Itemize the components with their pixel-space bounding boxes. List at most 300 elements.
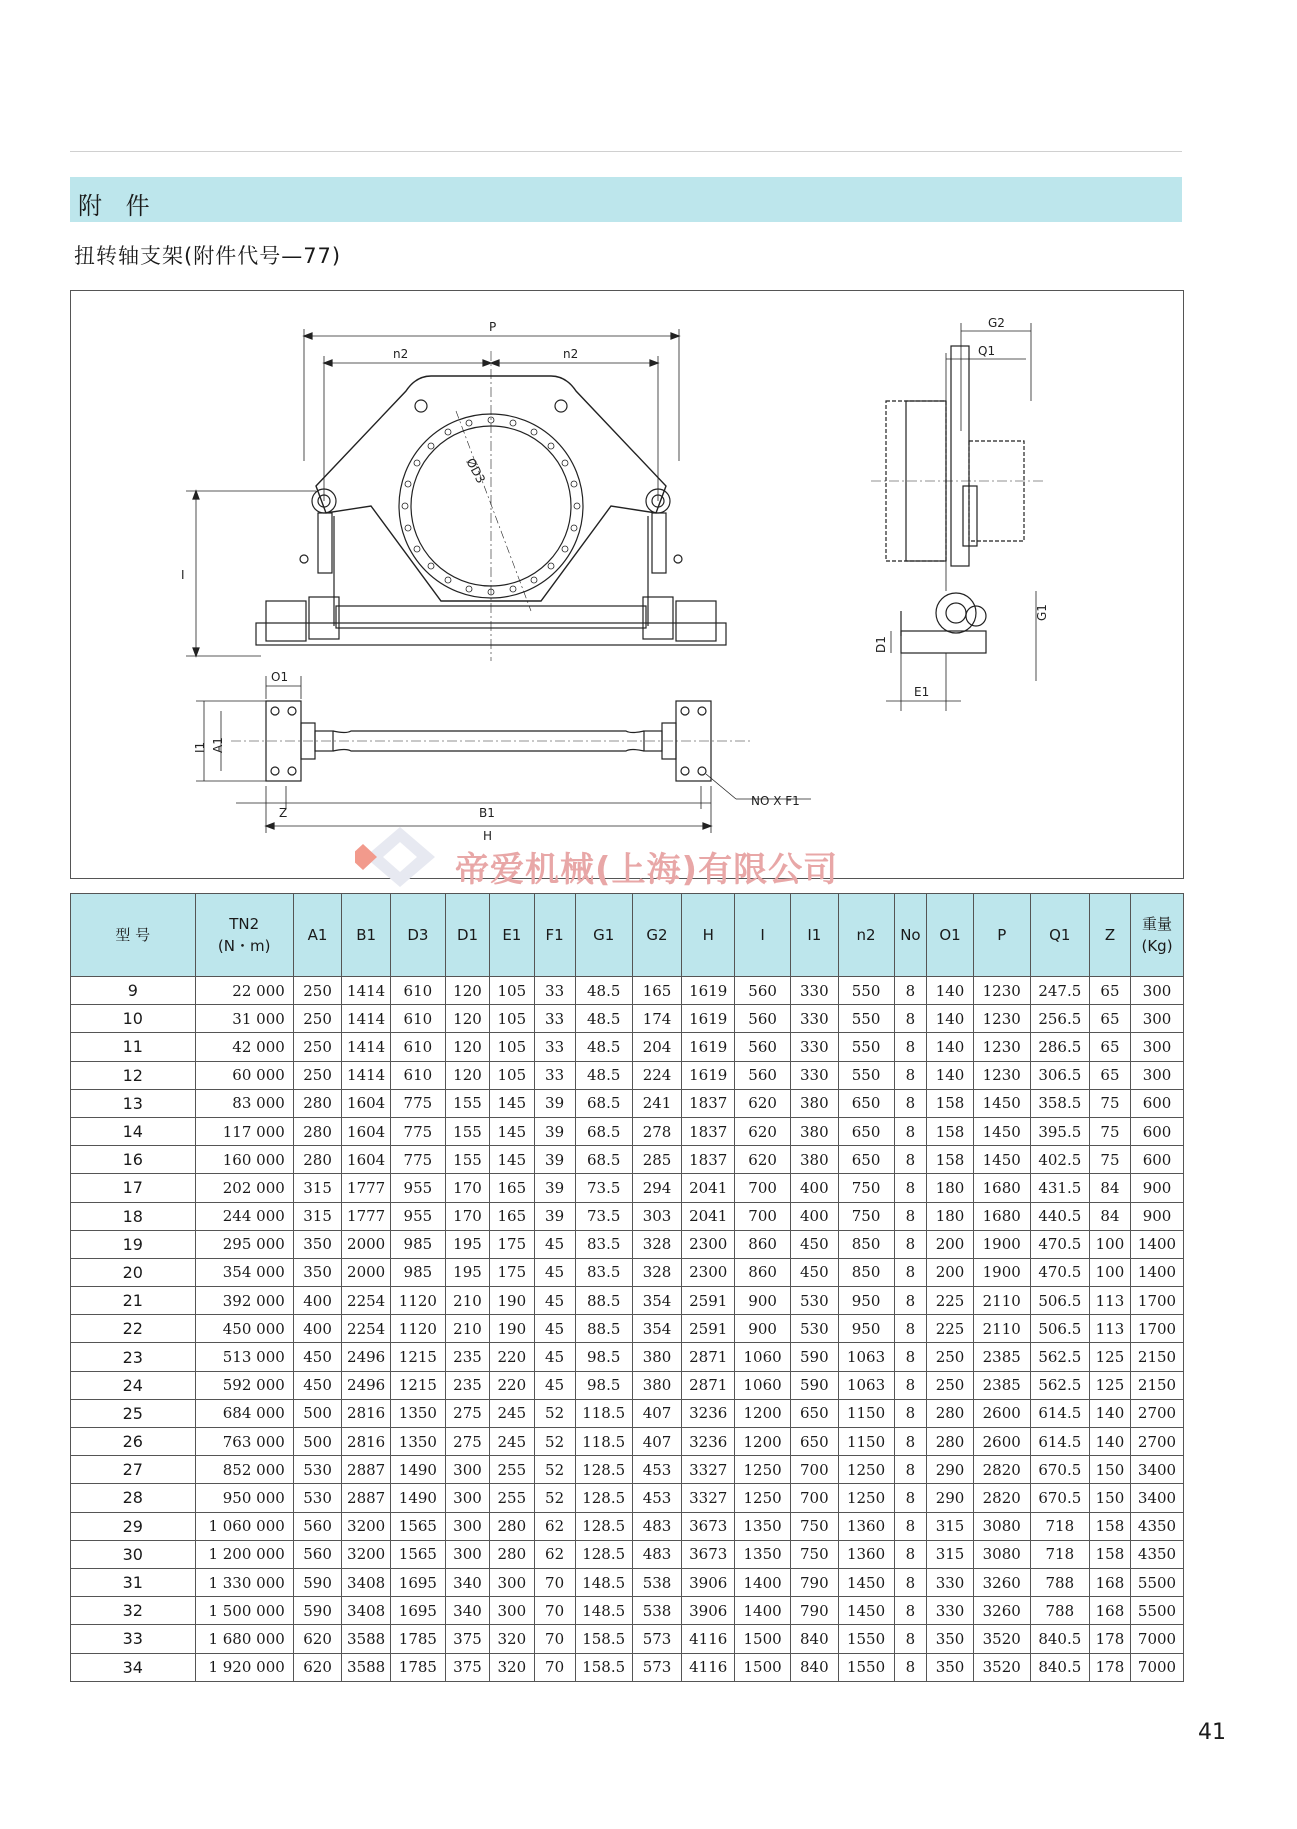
value-cell: 1450 [838, 1568, 894, 1596]
value-cell: 73.5 [575, 1202, 632, 1230]
value-cell: 610 [390, 1061, 445, 1089]
value-cell: 65 [1089, 977, 1130, 1005]
value-cell: 600 [1131, 1089, 1184, 1117]
value-cell: 1215 [390, 1371, 445, 1399]
value-cell: 278 [632, 1117, 682, 1145]
value-cell: 1360 [838, 1540, 894, 1568]
value-cell: 150 [1089, 1484, 1130, 1512]
value-cell: 1777 [342, 1202, 391, 1230]
value-cell: 3327 [682, 1456, 735, 1484]
value-cell: 3520 [973, 1625, 1030, 1653]
value-cell: 84 [1089, 1174, 1130, 1202]
value-cell: 255 [490, 1484, 534, 1512]
value-cell: 140 [927, 1061, 973, 1089]
value-cell: 790 [791, 1597, 839, 1625]
value-cell: 190 [490, 1287, 534, 1315]
table-row [71, 1399, 1184, 1427]
value-cell: 150 [1089, 1456, 1130, 1484]
value-cell: 1450 [838, 1597, 894, 1625]
value-cell: 2816 [342, 1428, 391, 1456]
value-cell: 900 [1131, 1174, 1184, 1202]
value-cell: 241 [632, 1089, 682, 1117]
value-cell: 245 [490, 1428, 534, 1456]
value-cell: 550 [838, 1005, 894, 1033]
value-cell: 375 [445, 1653, 489, 1681]
label-G2: G2 [988, 316, 1005, 330]
value-cell: 1414 [342, 977, 391, 1005]
value-cell: 3080 [973, 1512, 1030, 1540]
value-cell: 3673 [682, 1540, 735, 1568]
value-cell: 392 000 [195, 1287, 293, 1315]
value-cell: 140 [1089, 1399, 1130, 1427]
header-cell [575, 894, 632, 977]
label-G1: G1 [1035, 604, 1049, 621]
value-cell: 330 [791, 1005, 839, 1033]
value-cell: 330 [791, 1033, 839, 1061]
value-cell: 400 [293, 1315, 342, 1343]
watermark-text: 帝爱机械(上海)有限公司 [455, 850, 839, 890]
value-cell: 750 [791, 1540, 839, 1568]
model-cell: 12 [71, 1061, 196, 1089]
value-cell: 1400 [735, 1597, 791, 1625]
value-cell: 65 [1089, 1033, 1130, 1061]
value-cell: 2385 [973, 1343, 1030, 1371]
value-cell: 168 [1089, 1597, 1130, 1625]
value-cell: 200 [927, 1230, 973, 1258]
header-cell [293, 894, 342, 977]
value-cell: 453 [632, 1484, 682, 1512]
value-cell: 120 [445, 977, 489, 1005]
value-cell: 33 [534, 1005, 575, 1033]
header-unit: (N・m) [217, 937, 271, 955]
value-cell: 83 000 [195, 1089, 293, 1117]
value-cell: 8 [894, 1399, 927, 1427]
value-cell: 280 [927, 1428, 973, 1456]
header-label: D3 [407, 926, 429, 944]
value-cell: 300 [445, 1540, 489, 1568]
value-cell: 1500 [735, 1653, 791, 1681]
value-cell: 48.5 [575, 977, 632, 1005]
value-cell: 210 [445, 1315, 489, 1343]
value-cell: 3906 [682, 1568, 735, 1596]
value-cell: 158 [1089, 1512, 1130, 1540]
table-row [71, 1230, 1184, 1258]
spec-table-wrap [70, 893, 1184, 1682]
watermark-logo [355, 822, 445, 892]
value-cell: 506.5 [1030, 1315, 1089, 1343]
value-cell: 950 [838, 1287, 894, 1315]
value-cell: 614.5 [1030, 1428, 1089, 1456]
model-cell: 28 [71, 1484, 196, 1512]
value-cell: 158 [927, 1117, 973, 1145]
value-cell: 8 [894, 1315, 927, 1343]
table-row [71, 1540, 1184, 1568]
header-cell [445, 894, 489, 977]
value-cell: 75 [1089, 1146, 1130, 1174]
value-cell: 315 [293, 1174, 342, 1202]
table-row [71, 1005, 1184, 1033]
model-cell: 32 [71, 1597, 196, 1625]
value-cell: 3906 [682, 1597, 735, 1625]
value-cell: 1230 [973, 1005, 1030, 1033]
value-cell: 294 [632, 1174, 682, 1202]
value-cell: 3400 [1131, 1456, 1184, 1484]
label-E1: E1 [914, 685, 930, 699]
table-row [71, 1653, 1184, 1681]
value-cell: 860 [735, 1258, 791, 1286]
value-cell: 22 000 [195, 977, 293, 1005]
value-cell: 1550 [838, 1625, 894, 1653]
header-cell [682, 894, 735, 977]
value-cell: 175 [490, 1230, 534, 1258]
value-cell: 8 [894, 1371, 927, 1399]
value-cell: 900 [735, 1315, 791, 1343]
value-cell: 145 [490, 1089, 534, 1117]
header-label: Q1 [1049, 926, 1071, 944]
value-cell: 7000 [1131, 1653, 1184, 1681]
value-cell: 2254 [342, 1315, 391, 1343]
value-cell: 68.5 [575, 1146, 632, 1174]
header-label: G2 [646, 926, 668, 944]
value-cell: 175 [490, 1258, 534, 1286]
value-cell: 350 [293, 1258, 342, 1286]
header-label: n2 [856, 926, 876, 944]
value-cell: 350 [927, 1625, 973, 1653]
label-n2-left: n2 [393, 347, 409, 361]
value-cell: 620 [735, 1089, 791, 1117]
value-cell: 483 [632, 1512, 682, 1540]
value-cell: 280 [490, 1540, 534, 1568]
value-cell: 650 [791, 1399, 839, 1427]
value-cell: 1619 [682, 977, 735, 1005]
value-cell: 1900 [973, 1258, 1030, 1286]
value-cell: 39 [534, 1117, 575, 1145]
value-cell: 48.5 [575, 1033, 632, 1061]
value-cell: 128.5 [575, 1484, 632, 1512]
value-cell: 1450 [973, 1146, 1030, 1174]
value-cell: 1680 [973, 1174, 1030, 1202]
value-cell: 256.5 [1030, 1005, 1089, 1033]
model-cell: 21 [71, 1287, 196, 1315]
value-cell: 1785 [390, 1625, 445, 1653]
value-cell: 600 [1131, 1146, 1184, 1174]
value-cell: 2041 [682, 1202, 735, 1230]
value-cell: 328 [632, 1258, 682, 1286]
header-unit: (Kg) [1141, 937, 1173, 955]
value-cell: 530 [791, 1315, 839, 1343]
value-cell: 158 [1089, 1540, 1130, 1568]
value-cell: 235 [445, 1371, 489, 1399]
header-label: Z [1104, 926, 1116, 944]
value-cell: 402.5 [1030, 1146, 1089, 1174]
value-cell: 1490 [390, 1484, 445, 1512]
value-cell: 1350 [735, 1512, 791, 1540]
model-cell: 34 [71, 1653, 196, 1681]
value-cell: 550 [838, 1033, 894, 1061]
value-cell: 400 [791, 1174, 839, 1202]
value-cell: 358.5 [1030, 1089, 1089, 1117]
value-cell: 180 [927, 1202, 973, 1230]
value-cell: 2110 [973, 1287, 1030, 1315]
value-cell: 763 000 [195, 1428, 293, 1456]
value-cell: 2816 [342, 1399, 391, 1427]
value-cell: 550 [838, 977, 894, 1005]
model-cell: 24 [71, 1371, 196, 1399]
value-cell: 1 680 000 [195, 1625, 293, 1653]
value-cell: 1837 [682, 1146, 735, 1174]
value-cell: 850 [838, 1258, 894, 1286]
table-row [71, 1343, 1184, 1371]
value-cell: 2496 [342, 1371, 391, 1399]
value-cell: 5500 [1131, 1568, 1184, 1596]
value-cell: 900 [735, 1287, 791, 1315]
value-cell: 3400 [1131, 1484, 1184, 1512]
value-cell: 840.5 [1030, 1653, 1089, 1681]
table-row [71, 1202, 1184, 1230]
value-cell: 73.5 [575, 1174, 632, 1202]
value-cell: 275 [445, 1399, 489, 1427]
value-cell: 2150 [1131, 1343, 1184, 1371]
value-cell: 165 [632, 977, 682, 1005]
value-cell: 70 [534, 1625, 575, 1653]
value-cell: 453 [632, 1456, 682, 1484]
value-cell: 8 [894, 1428, 927, 1456]
header-label: A1 [307, 926, 328, 944]
value-cell: 280 [293, 1117, 342, 1145]
value-cell: 62 [534, 1512, 575, 1540]
header-label: B1 [356, 926, 377, 944]
value-cell: 300 [1131, 1005, 1184, 1033]
value-cell: 620 [293, 1625, 342, 1653]
value-cell: 1400 [1131, 1230, 1184, 1258]
value-cell: 350 [293, 1230, 342, 1258]
value-cell: 1500 [735, 1625, 791, 1653]
value-cell: 170 [445, 1202, 489, 1230]
value-cell: 65 [1089, 1061, 1130, 1089]
value-cell: 590 [791, 1343, 839, 1371]
value-cell: 1604 [342, 1089, 391, 1117]
value-cell: 245 [490, 1399, 534, 1427]
value-cell: 75 [1089, 1089, 1130, 1117]
value-cell: 354 [632, 1315, 682, 1343]
value-cell: 1150 [838, 1428, 894, 1456]
value-cell: 788 [1030, 1597, 1089, 1625]
value-cell: 1695 [390, 1597, 445, 1625]
value-cell: 8 [894, 1484, 927, 1512]
header-label: P [997, 926, 1007, 944]
value-cell: 168 [1089, 1568, 1130, 1596]
model-cell: 29 [71, 1512, 196, 1540]
value-cell: 300 [490, 1597, 534, 1625]
value-cell: 300 [1131, 977, 1184, 1005]
value-cell: 1450 [973, 1089, 1030, 1117]
value-cell: 1680 [973, 1202, 1030, 1230]
value-cell: 3236 [682, 1428, 735, 1456]
model-cell: 11 [71, 1033, 196, 1061]
table-row [71, 1484, 1184, 1512]
value-cell: 285 [632, 1146, 682, 1174]
value-cell: 750 [838, 1174, 894, 1202]
value-cell: 8 [894, 1202, 927, 1230]
value-cell: 290 [927, 1484, 973, 1512]
value-cell: 8 [894, 1005, 927, 1033]
value-cell: 3588 [342, 1625, 391, 1653]
value-cell: 620 [735, 1146, 791, 1174]
value-cell: 60 000 [195, 1061, 293, 1089]
header-cell [390, 894, 445, 977]
value-cell: 2591 [682, 1287, 735, 1315]
value-cell: 395.5 [1030, 1117, 1089, 1145]
header-label: H [702, 926, 714, 944]
value-cell: 750 [838, 1202, 894, 1230]
front-view [181, 320, 726, 661]
value-cell: 985 [390, 1230, 445, 1258]
value-cell: 3200 [342, 1540, 391, 1568]
value-cell: 700 [791, 1484, 839, 1512]
value-cell: 1619 [682, 1005, 735, 1033]
value-cell: 174 [632, 1005, 682, 1033]
value-cell: 39 [534, 1202, 575, 1230]
drawing-svg [71, 291, 1182, 877]
value-cell: 1230 [973, 1033, 1030, 1061]
value-cell: 610 [390, 1033, 445, 1061]
value-cell: 600 [1131, 1117, 1184, 1145]
value-cell: 560 [293, 1540, 342, 1568]
value-cell: 8 [894, 1343, 927, 1371]
value-cell: 113 [1089, 1287, 1130, 1315]
value-cell: 128.5 [575, 1512, 632, 1540]
value-cell: 620 [293, 1653, 342, 1681]
model-cell: 33 [71, 1625, 196, 1653]
model-cell: 20 [71, 1258, 196, 1286]
value-cell: 148.5 [575, 1597, 632, 1625]
value-cell: 250 [927, 1343, 973, 1371]
value-cell: 118.5 [575, 1428, 632, 1456]
value-cell: 350 [927, 1653, 973, 1681]
value-cell: 8 [894, 1512, 927, 1540]
value-cell: 2887 [342, 1456, 391, 1484]
label-B1: B1 [479, 806, 495, 820]
value-cell: 380 [791, 1089, 839, 1117]
value-cell: 195 [445, 1230, 489, 1258]
value-cell: 550 [838, 1061, 894, 1089]
value-cell: 1230 [973, 977, 1030, 1005]
value-cell: 8 [894, 1258, 927, 1286]
header-label: F1 [545, 926, 564, 944]
value-cell: 250 [293, 1033, 342, 1061]
value-cell: 1604 [342, 1117, 391, 1145]
table-row [71, 977, 1184, 1005]
value-cell: 950 [838, 1315, 894, 1343]
value-cell: 105 [490, 1061, 534, 1089]
value-cell: 860 [735, 1230, 791, 1258]
header-label: G1 [593, 926, 615, 944]
value-cell: 117 000 [195, 1117, 293, 1145]
value-cell: 300 [445, 1456, 489, 1484]
value-cell: 2700 [1131, 1399, 1184, 1427]
value-cell: 125 [1089, 1343, 1130, 1371]
value-cell: 562.5 [1030, 1343, 1089, 1371]
value-cell: 190 [490, 1315, 534, 1343]
value-cell: 340 [445, 1568, 489, 1596]
value-cell: 2300 [682, 1230, 735, 1258]
value-cell: 3327 [682, 1484, 735, 1512]
value-cell: 315 [293, 1202, 342, 1230]
value-cell: 530 [791, 1287, 839, 1315]
value-cell: 1550 [838, 1653, 894, 1681]
value-cell: 592 000 [195, 1371, 293, 1399]
value-cell: 840 [791, 1653, 839, 1681]
label-no-x-f1: NO X F1 [751, 794, 800, 808]
value-cell: 775 [390, 1117, 445, 1145]
value-cell: 1200 [735, 1428, 791, 1456]
value-cell: 1604 [342, 1146, 391, 1174]
value-cell: 2496 [342, 1343, 391, 1371]
value-cell: 52 [534, 1428, 575, 1456]
model-cell: 16 [71, 1146, 196, 1174]
header-cell [71, 894, 196, 977]
value-cell: 145 [490, 1146, 534, 1174]
value-cell: 530 [293, 1484, 342, 1512]
value-cell: 3260 [973, 1568, 1030, 1596]
value-cell: 8 [894, 1597, 927, 1625]
value-cell: 247.5 [1030, 977, 1089, 1005]
value-cell: 375 [445, 1625, 489, 1653]
section-title: 附 件 [78, 192, 158, 220]
value-cell: 158.5 [575, 1653, 632, 1681]
header-label: E1 [502, 926, 522, 944]
value-cell: 610 [390, 977, 445, 1005]
value-cell: 2871 [682, 1371, 735, 1399]
value-cell: 202 000 [195, 1174, 293, 1202]
value-cell: 140 [927, 1005, 973, 1033]
value-cell: 330 [791, 1061, 839, 1089]
value-cell: 125 [1089, 1371, 1130, 1399]
value-cell: 100 [1089, 1230, 1130, 1258]
header-cell [1089, 894, 1130, 977]
value-cell: 128.5 [575, 1540, 632, 1568]
header-cell [195, 894, 293, 977]
table-row [71, 1146, 1184, 1174]
value-cell: 39 [534, 1146, 575, 1174]
header-label: I1 [807, 926, 822, 944]
value-cell: 670.5 [1030, 1484, 1089, 1512]
value-cell: 300 [445, 1484, 489, 1512]
value-cell: 52 [534, 1484, 575, 1512]
value-cell: 380 [791, 1146, 839, 1174]
value-cell: 320 [490, 1625, 534, 1653]
value-cell: 1450 [973, 1117, 1030, 1145]
value-cell: 775 [390, 1146, 445, 1174]
value-cell: 158 [927, 1146, 973, 1174]
header-label: D1 [456, 926, 479, 944]
value-cell: 985 [390, 1258, 445, 1286]
value-cell: 320 [490, 1653, 534, 1681]
value-cell: 380 [632, 1371, 682, 1399]
value-cell: 407 [632, 1428, 682, 1456]
value-cell: 105 [490, 1033, 534, 1061]
value-cell: 4116 [682, 1653, 735, 1681]
value-cell: 48.5 [575, 1005, 632, 1033]
value-cell: 790 [791, 1568, 839, 1596]
value-cell: 220 [490, 1371, 534, 1399]
value-cell: 3408 [342, 1597, 391, 1625]
header-cell [894, 894, 927, 977]
value-cell: 2600 [973, 1428, 1030, 1456]
header-cell [791, 894, 839, 977]
model-cell: 31 [71, 1568, 196, 1596]
value-cell: 560 [293, 1512, 342, 1540]
